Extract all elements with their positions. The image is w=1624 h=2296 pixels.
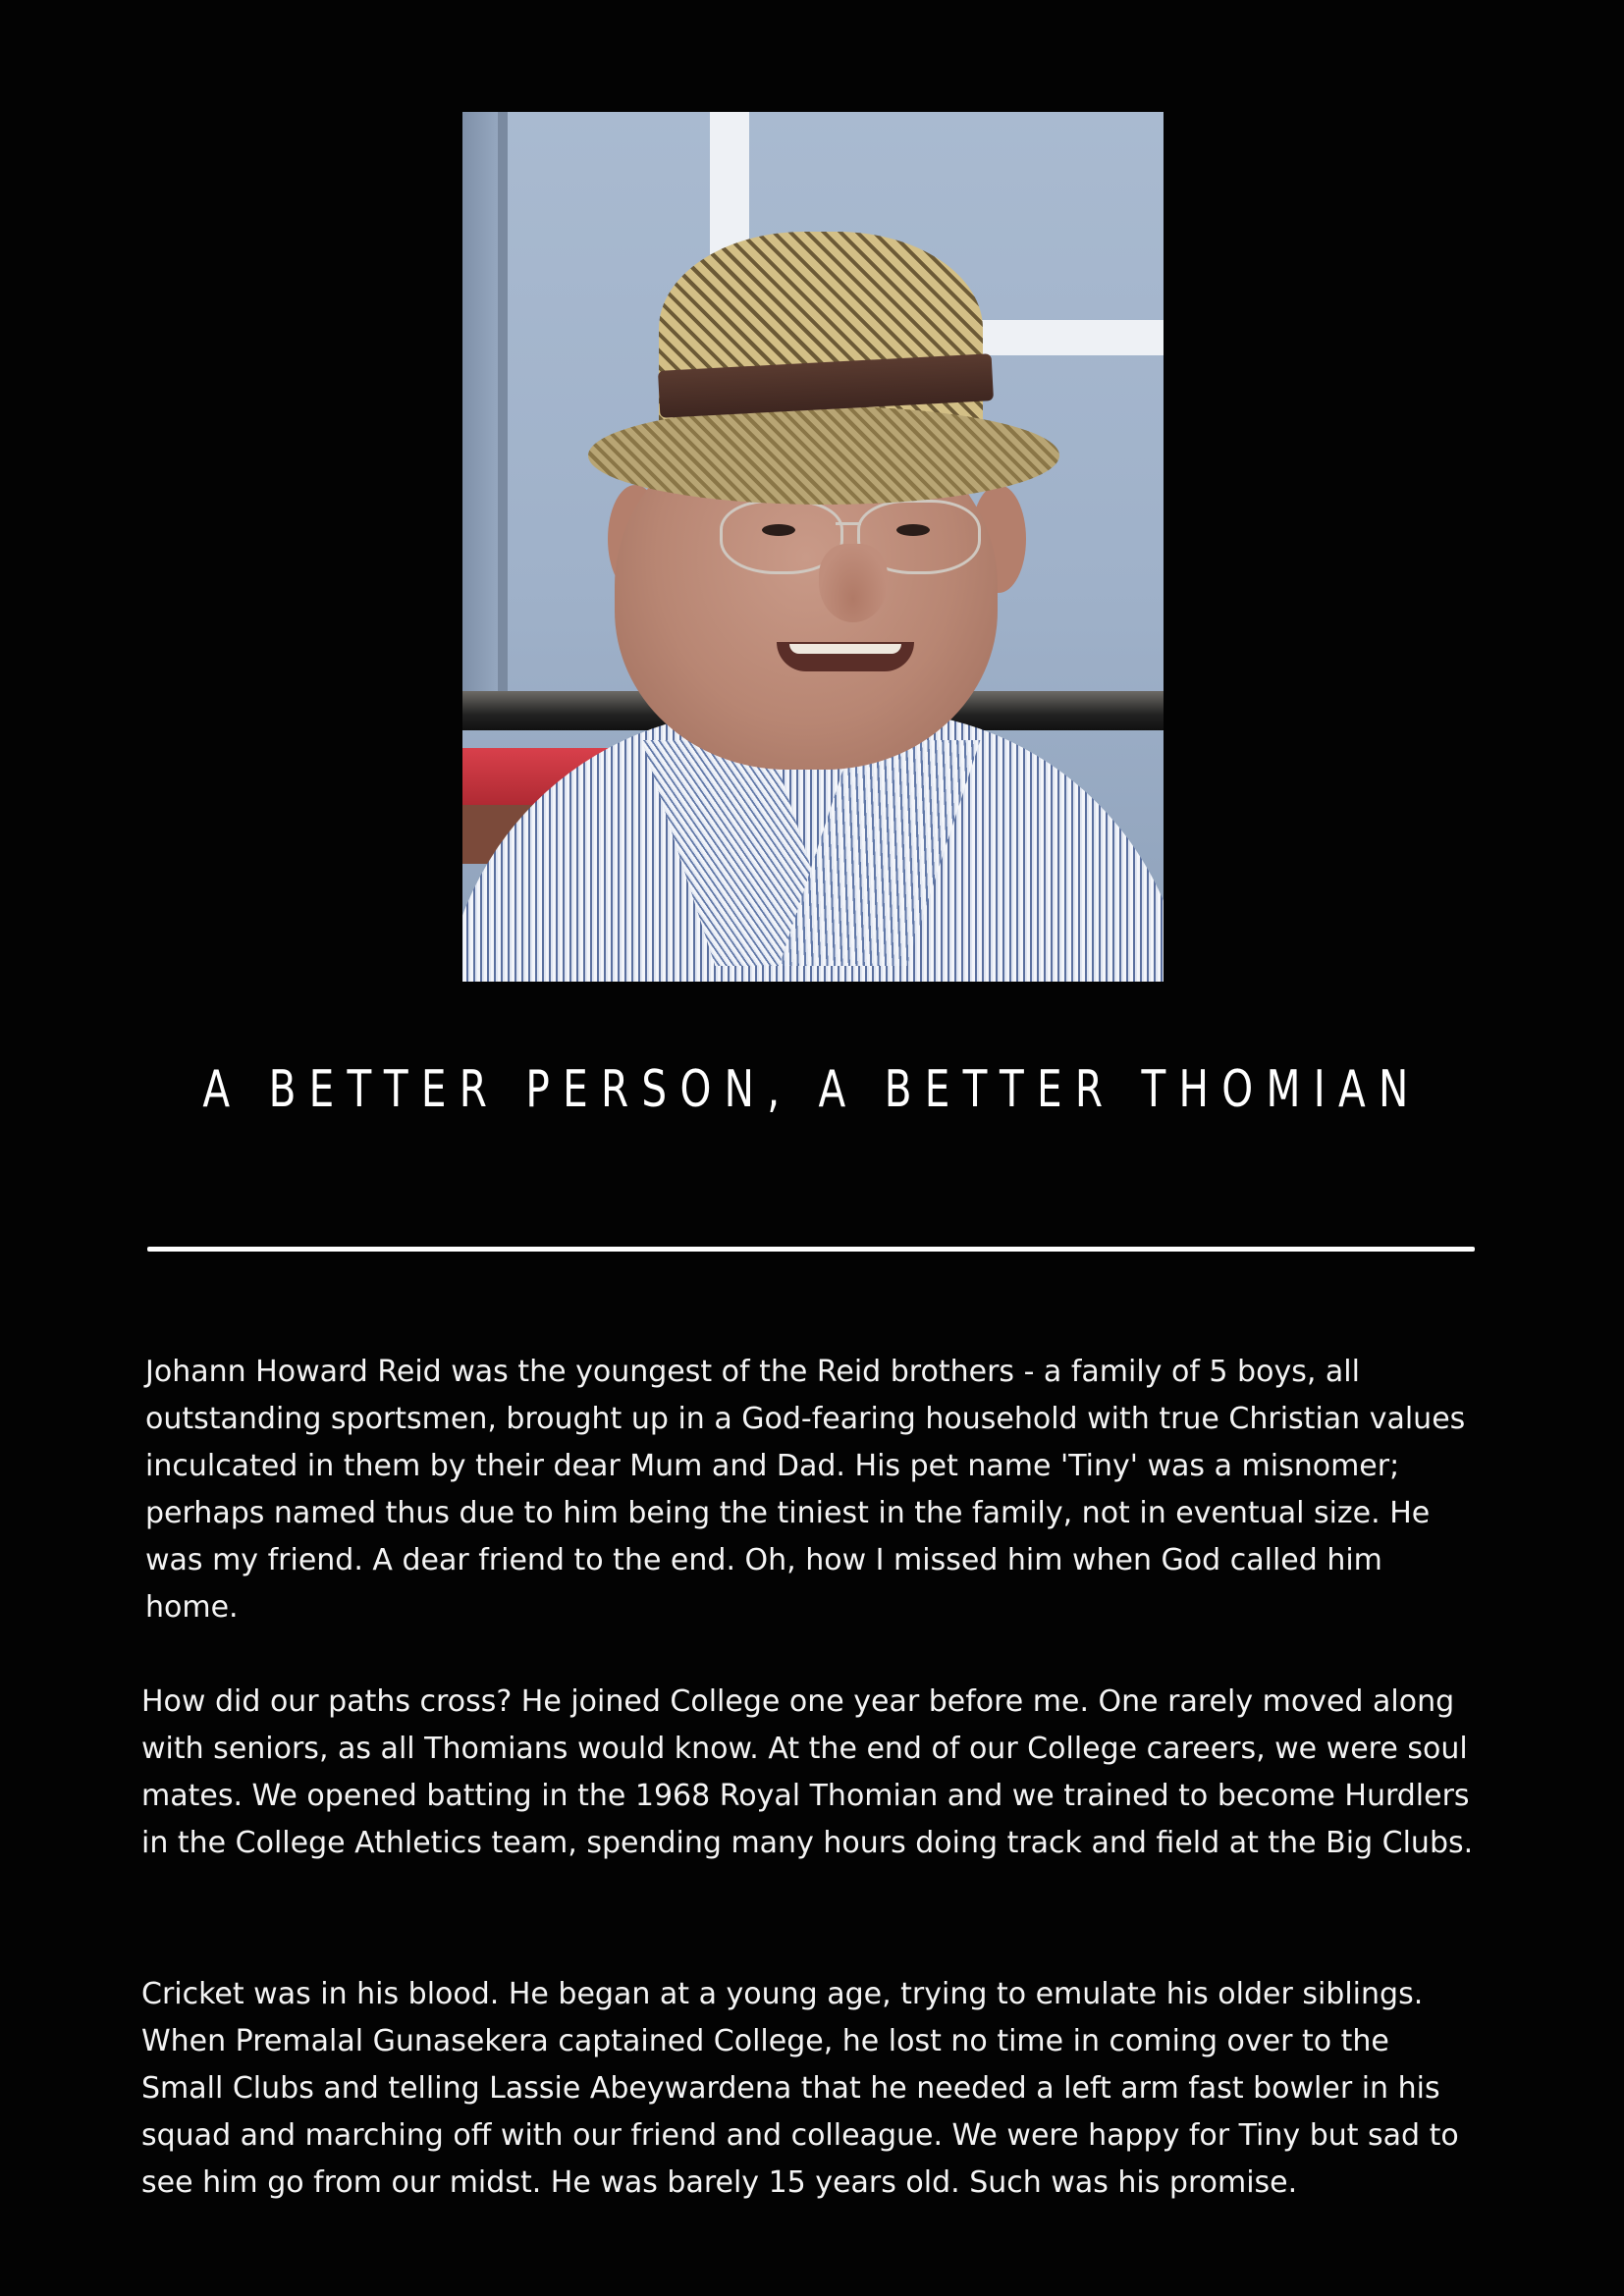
photo-glasses-bridge	[836, 522, 861, 525]
photo-hat-brim	[588, 406, 1059, 505]
paragraph-intro: Johann Howard Reid was the youngest of the Reid brothers - a family of 5 boys, all outstanding sportsmen, brought up in a God-fearing household with true Christian values inculcated in them by their dear Mum and Dad. His pet name 'Tiny' was a misnomer; perhaps named thus due to him being the tiniest in the family, not in eventual size. He was my friend. A dear friend to the end. Oh, how I missed him when God called him home.	[145, 1355, 1466, 1625]
photo-door-panel	[462, 112, 498, 721]
photo-nose	[819, 544, 888, 622]
portrait-photo	[462, 112, 1164, 982]
page-title: A BETTER PERSON, A BETTER THOMIAN	[202, 1060, 1422, 1119]
paragraph-college-years: How did our paths cross? He joined College one year before me. One rarely moved along with seniors, as all Thomians would know. At the end of our College careers, we were soul mates. We opened batting in the 1968 Royal Thomian and we trained to become Hurdlers in the College Athletics team, spending many hours doing track and field at the Big Clubs.	[141, 1684, 1474, 1860]
photo-teeth	[789, 644, 901, 654]
divider-line	[147, 1247, 1475, 1252]
photo-door-edge	[498, 112, 508, 721]
paragraph-cricket: Cricket was in his blood. He began at a young age, trying to emulate his older siblings. When Premalal Gunasekera captained College, he lost no time in coming over to the Small Clubs and telling Lassie Abeywardena that he needed a left arm fast bowler in his squad and marching off with our friend and colleague. We were happy for Tiny but sad to see him go from our midst. He was barely 15 years old. Such was his promise.	[141, 1977, 1459, 2200]
